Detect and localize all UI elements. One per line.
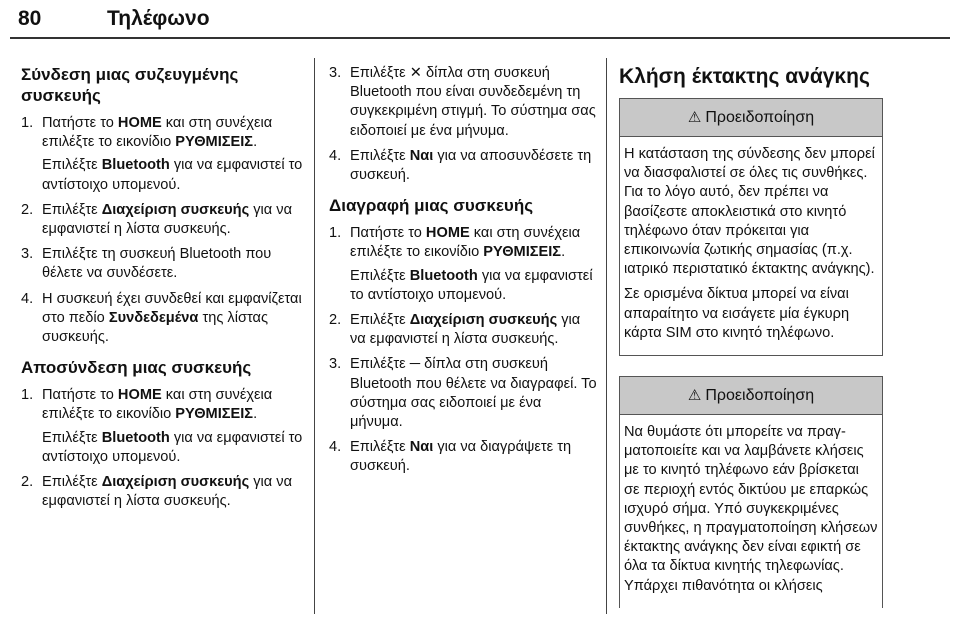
step-text: και στη συνέχεια επιλέξτε το εικονίδιο bbox=[350, 225, 581, 261]
list-item bbox=[21, 290, 306, 348]
step-text: και στη συνέχεια επιλέξτε το εικονίδιο bbox=[42, 387, 273, 423]
warning-box-1 bbox=[619, 98, 883, 356]
step-text: για να εμφανιστεί η λίστα συσκευής. bbox=[42, 201, 293, 238]
warning-icon: ⚠ bbox=[687, 109, 702, 126]
list-item bbox=[329, 311, 597, 349]
step-text: Επιλέξτε bbox=[42, 474, 102, 491]
step-keyword: Bluetooth bbox=[101, 429, 170, 446]
warning-paragraph: Να θυμάστε ότι μπορείτε να πραγματοποιείτε και να λαμβάνετε κλήσεις με το κινητό τηλέφωνο εάν βρίσκεται σε περιοχή εντός δικτύου με επαρκώς ισχυρό σήμα. Υπό συγκεκριμένες συνθήκες, η πραγματοποίηση κλήσεων έκτακτης ανάγκης δεν είναι εφικτή σε όλα τα δίκτυα κινητής τηλεφωνίας. Υπάρχει πιθανότητα οι κλήσεις bbox=[624, 424, 878, 594]
section-title-delete: Διαγραφή μιας συσκευής bbox=[329, 196, 534, 216]
page-title: Τηλέφωνο bbox=[107, 7, 210, 30]
page-number: 80 bbox=[18, 7, 42, 30]
section-title-disconnect: Αποσύνδεση μιας συσκευής bbox=[21, 358, 252, 378]
list-item bbox=[329, 438, 597, 476]
warning-header bbox=[620, 377, 882, 415]
list-item bbox=[329, 147, 597, 185]
step-keyword: Ναι bbox=[409, 439, 434, 456]
step-number: 1. bbox=[21, 115, 34, 131]
warning-paragraph: Σε ορισμένα δίκτυα μπορεί να είναι απαραίτητο να εισάγετε μία έγκυρη κάρτα SIM στο κινητό τηλέφωνο. bbox=[624, 286, 850, 341]
step-text: Επιλέξτε bbox=[350, 147, 410, 164]
warning-icon: ⚠ bbox=[687, 387, 702, 405]
step-text: Επιλέξτε bbox=[350, 267, 410, 284]
close-icon: ✕ bbox=[409, 65, 422, 81]
list-item bbox=[329, 224, 597, 305]
steps-disconnect bbox=[21, 386, 306, 511]
step-text: . bbox=[253, 134, 258, 151]
step-number: 4. bbox=[21, 290, 34, 307]
step-keyword: Bluetooth bbox=[101, 157, 170, 174]
step-text: . bbox=[253, 406, 258, 423]
warning-title: Προειδοποίηση bbox=[705, 387, 815, 405]
column-1 bbox=[21, 64, 306, 521]
list-item bbox=[21, 245, 306, 283]
section-title-connect: Σύνδεση μιας συζευγμένης συσκευής bbox=[21, 65, 239, 105]
step-keyword: Συνδεδεμένα bbox=[108, 309, 199, 326]
step-keyword: Ναι bbox=[409, 147, 434, 164]
step-number: 1. bbox=[21, 387, 34, 404]
column-divider-1 bbox=[314, 58, 315, 614]
list-item bbox=[21, 473, 306, 511]
step-number: 3. bbox=[329, 65, 342, 81]
step-number: 1. bbox=[329, 225, 342, 242]
step-text: για να εμφανιστεί η λίστα συσκευής. bbox=[42, 474, 293, 510]
step-text: για να αποσυνδέσετε τη συσκευή. bbox=[350, 147, 592, 184]
warning-box-2 bbox=[619, 376, 883, 608]
step-keyword: Bluetooth bbox=[409, 267, 478, 284]
step-text: Πατήστε το bbox=[42, 115, 118, 131]
step-text: Επιλέξτε bbox=[42, 157, 102, 174]
step-keyword: Διαχείριση συσκευής bbox=[101, 201, 250, 218]
step-number: 2. bbox=[21, 201, 34, 218]
step-keyword: HOME bbox=[117, 387, 162, 404]
step-text: της λίστας συσκευής. bbox=[42, 309, 268, 346]
steps-connect bbox=[21, 114, 306, 347]
step-text: Επιλέξτε bbox=[42, 429, 102, 446]
step-keyword: ΡΥΘΜΙΣΕΙΣ bbox=[483, 244, 562, 261]
step-text: Επιλέξτε bbox=[350, 356, 410, 373]
list-item bbox=[329, 64, 597, 141]
step-text: για να εμφανιστεί το αντίστοιχο υπομενού. bbox=[42, 429, 303, 465]
step-text: Επιλέξτε bbox=[42, 201, 102, 218]
step-number: 3. bbox=[21, 246, 34, 263]
step-keyword: ΡΥΘΜΙΣΕΙΣ bbox=[175, 406, 254, 423]
step-subtext bbox=[42, 429, 306, 467]
step-text: Πατήστε το bbox=[350, 225, 426, 242]
section-title-emergency: Κλήση έκτακτης ανάγκης bbox=[619, 65, 870, 88]
column-divider-2 bbox=[606, 58, 607, 614]
warning-paragraph: Η κατάσταση της σύνδεσης δεν μπορεί να διασφαλιστεί σε όλες τις συνθήκες. Για το λόγο αυτό, δεν πρέπει να βασίζεστε αποκλειστικά στο κινητό τηλέφωνο όταν πρόκειται για επικοινωνία ζωτικής σημασίας (π.χ. ιατρικό περιστατικό έκτακτης ανάγκης). bbox=[624, 146, 875, 278]
header-rule bbox=[10, 37, 950, 39]
warning-header bbox=[620, 99, 882, 137]
step-number: 2. bbox=[21, 474, 34, 491]
step-text: . bbox=[561, 244, 566, 261]
step-keyword: Διαχείριση συσκευής bbox=[409, 312, 558, 329]
steps-disconnect-cont bbox=[329, 64, 597, 185]
step-text: για να διαγράψετε τη συσκευή. bbox=[350, 439, 572, 475]
step-text: δίπλα στη συσκευή Bluetooth που θέλετε να διαγραφεί. Το σύστημα σας ειδοποιεί με ένα μήνυμα. bbox=[350, 356, 597, 431]
list-item bbox=[21, 114, 306, 195]
step-number: 2. bbox=[329, 312, 342, 329]
column-3 bbox=[619, 64, 883, 628]
steps-delete bbox=[329, 224, 597, 476]
step-number: 3. bbox=[329, 356, 342, 373]
warning-body bbox=[620, 137, 882, 355]
list-item bbox=[21, 201, 306, 239]
list-item bbox=[21, 386, 306, 467]
step-subtext bbox=[42, 156, 306, 194]
step-text: για να εμφανιστεί το αντίστοιχο υπομενού. bbox=[350, 267, 593, 303]
step-text: για να εμφανιστεί το αντίστοιχο υπομενού. bbox=[42, 157, 303, 193]
step-text: δίπλα στη συσκευή Bluetooth που είναι συνδεδεμένη τη συγκεκριμένη στιγμή. Το σύστημα σας ειδοποιεί με ένα μήνυμα. bbox=[350, 65, 596, 139]
step-text: Πατήστε το bbox=[42, 387, 118, 404]
step-number: 4. bbox=[329, 439, 342, 456]
step-text: Η συσκευή έχει συνδεθεί και εμφανίζεται στο πεδίο bbox=[42, 290, 302, 326]
step-text: Επιλέξτε bbox=[350, 312, 410, 329]
warning-body bbox=[620, 415, 882, 608]
step-text: και στη συνέχεια επιλέξτε το εικονίδιο bbox=[42, 115, 273, 151]
step-keyword: HOME bbox=[117, 115, 162, 131]
step-subtext bbox=[350, 267, 597, 305]
column-2 bbox=[329, 64, 597, 487]
minus-icon: ─ bbox=[409, 356, 421, 373]
step-number: 4. bbox=[329, 147, 342, 164]
warning-title: Προειδοποίηση bbox=[705, 109, 815, 126]
step-keyword: Διαχείριση συσκευής bbox=[101, 474, 250, 491]
step-keyword: ΡΥΘΜΙΣΕΙΣ bbox=[175, 134, 254, 151]
step-text: για να εμφανιστεί η λίστα συσκευής. bbox=[350, 312, 581, 348]
step-text: Επιλέξτε τη συσκευή Bluetooth που θέλετε να συνδέσετε. bbox=[42, 246, 272, 282]
list-item bbox=[329, 355, 597, 432]
step-text: Επιλέξτε bbox=[350, 65, 410, 81]
step-keyword: HOME bbox=[425, 225, 470, 242]
step-text: Επιλέξτε bbox=[350, 439, 410, 456]
